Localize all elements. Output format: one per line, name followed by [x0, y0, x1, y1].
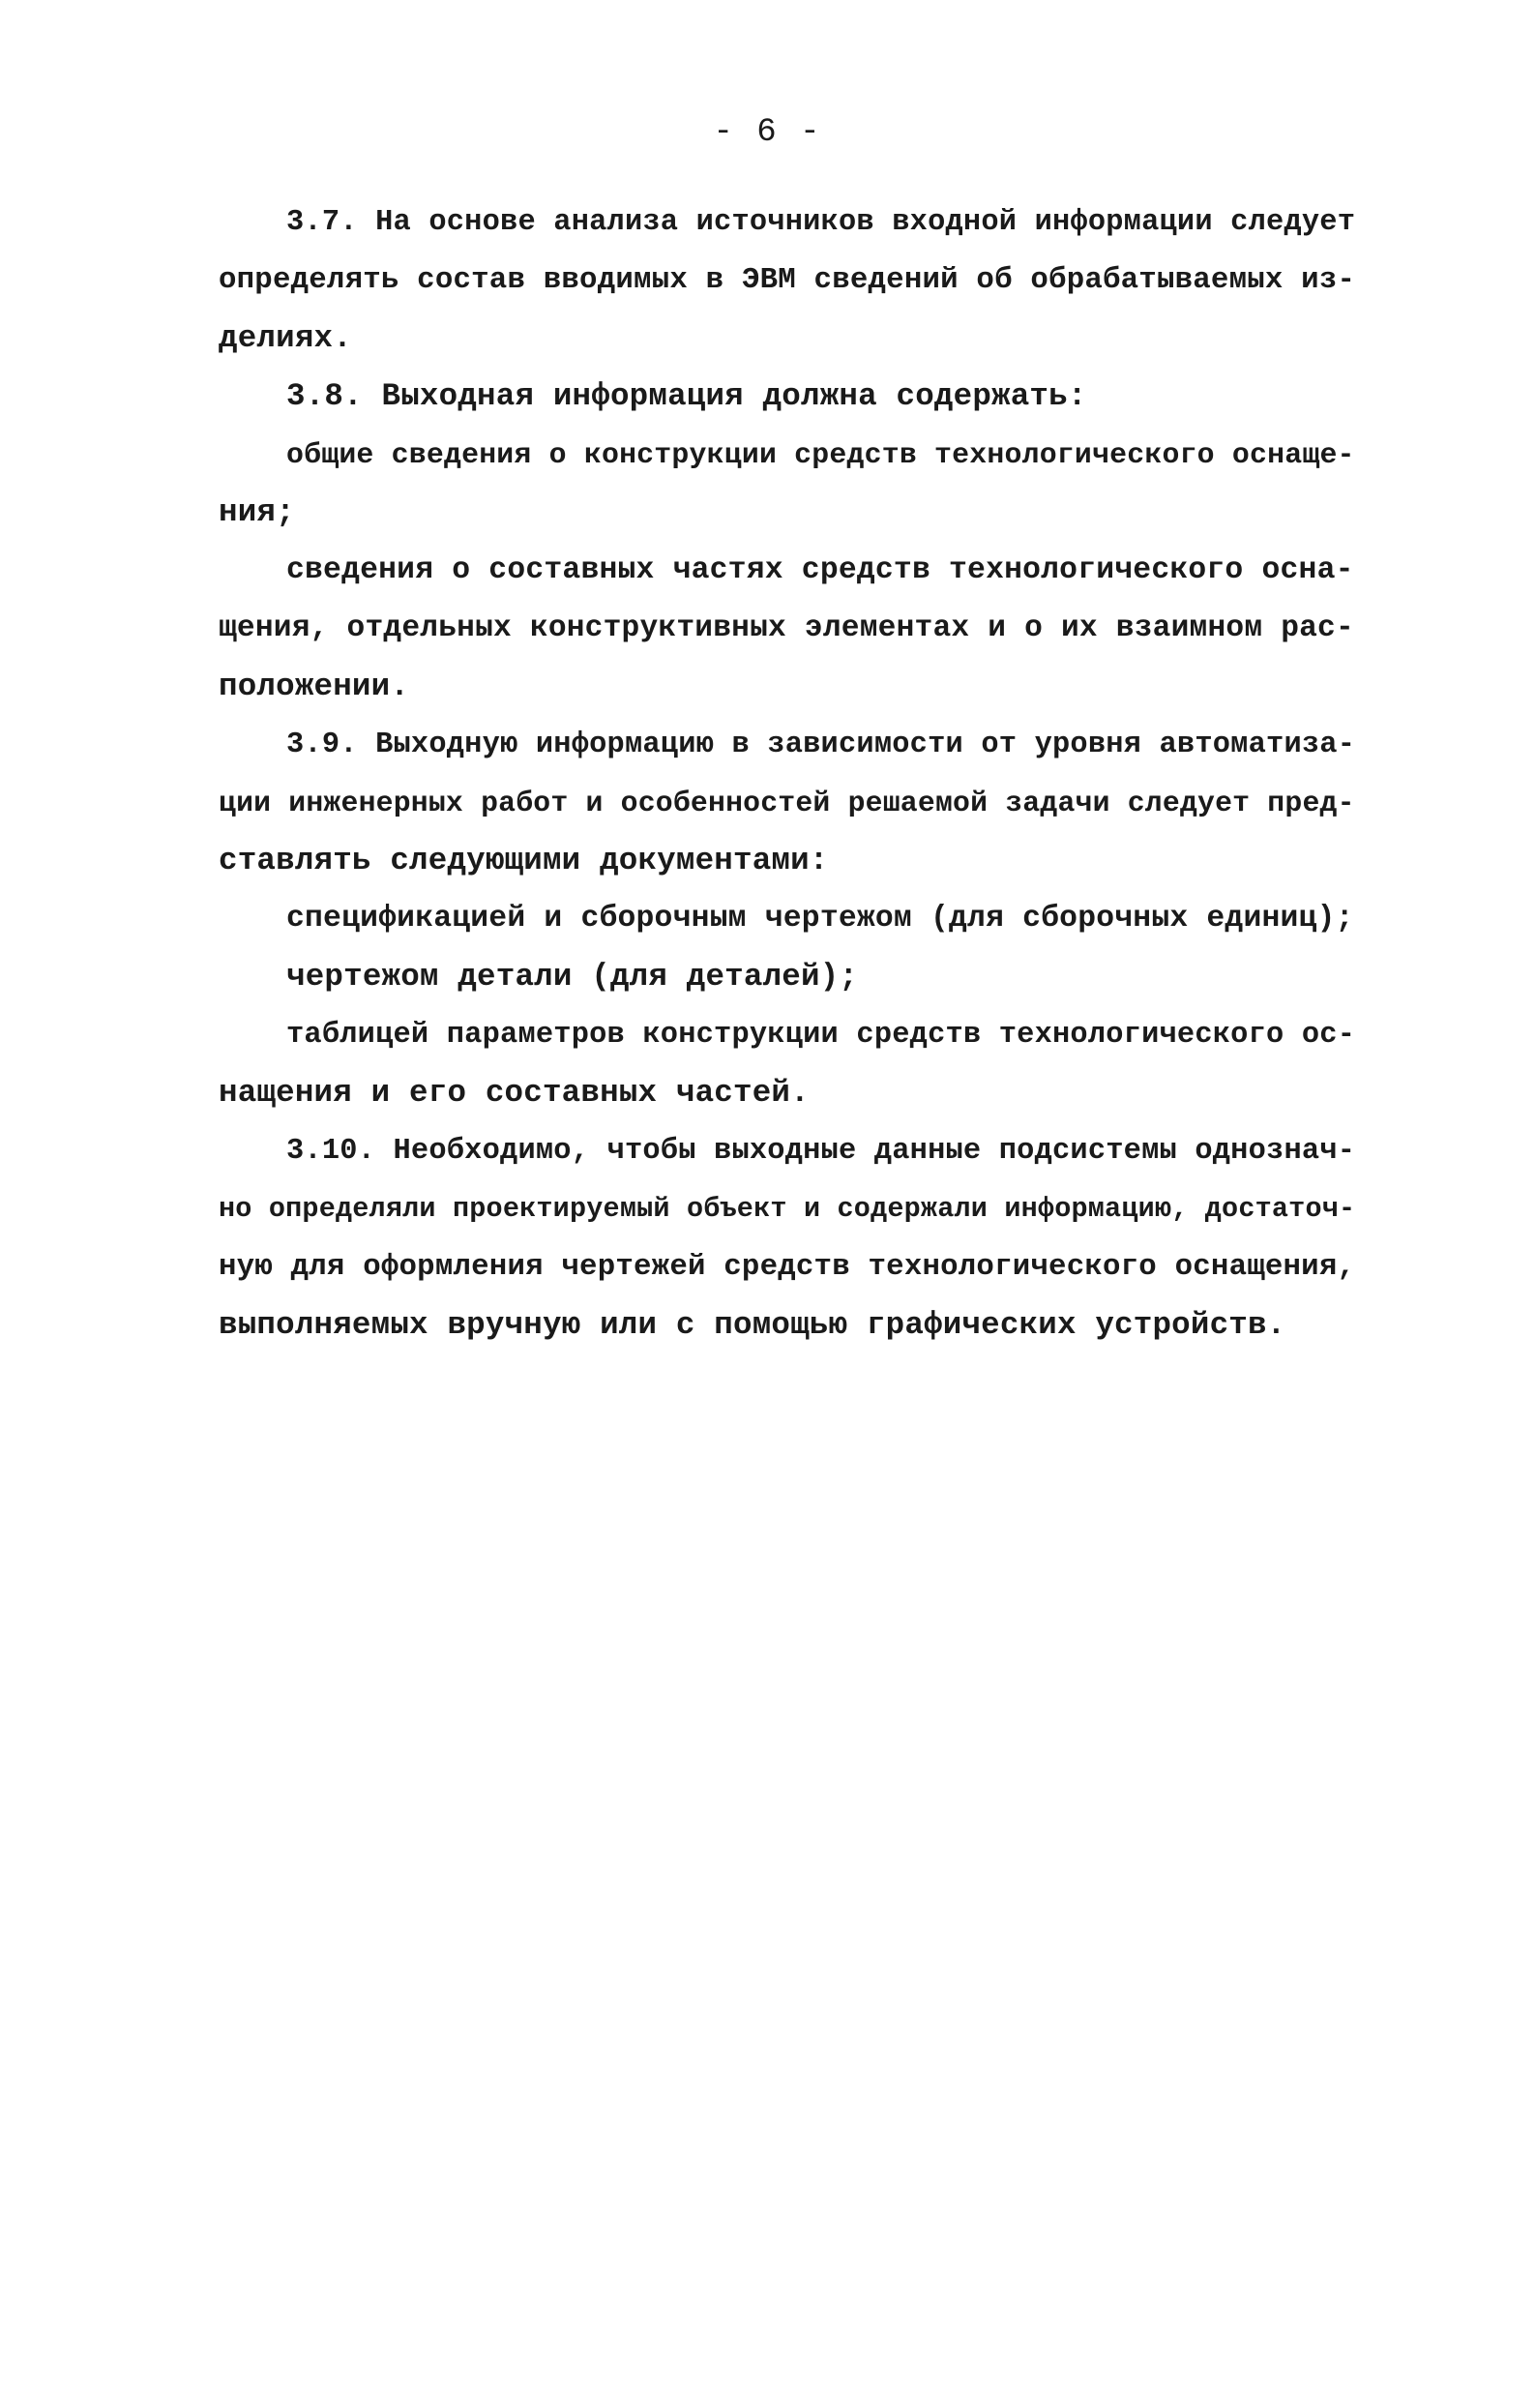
- text-line: положении.: [219, 669, 410, 704]
- text-line: нащения и его составных частей.: [219, 1075, 810, 1111]
- text-line: общие сведения о конструкции средств технологического оснаще-: [286, 438, 1355, 471]
- text-line: 3.10. Необходимо, чтобы выходные данные подсистемы однознач-: [286, 1135, 1356, 1168]
- text-line: но определяли проектируемый объект и содержали информацию, достаточ-: [219, 1193, 1356, 1225]
- text-line: сведения о составных частях средств технологического осна-: [286, 553, 1354, 587]
- text-line: выполняемых вручную или с помощью графических устройств.: [219, 1307, 1286, 1343]
- text-line: таблицей параметров конструкции средств технологического ос-: [286, 1019, 1356, 1052]
- text-line: чертежом детали (для деталей);: [286, 959, 859, 995]
- text-line: определять состав вводимых в ЭВМ сведений об обрабатываемых из-: [219, 263, 1356, 297]
- text-line: 3.7. На основе анализа источников входной информации следует: [286, 206, 1356, 239]
- text-line: щения, отдельных конструктивных элементах и о их взаимном рас-: [219, 611, 1354, 645]
- text-line: ния;: [219, 494, 295, 530]
- text-line: 3.8. Выходная информация должна содержать:: [286, 378, 1087, 414]
- text-line: делиях.: [219, 320, 352, 356]
- page-number: - 6 -: [713, 114, 822, 151]
- text-line: 3.9. Выходную информацию в зависимости от уровня автоматиза-: [286, 728, 1356, 761]
- text-line: ции инженерных работ и особенностей решаемой задачи следует пред-: [219, 787, 1355, 819]
- text-line: ставлять следующими документами:: [219, 843, 829, 878]
- text-line: спецификацией и сборочным чертежом (для сборочных единиц);: [286, 902, 1354, 936]
- text-line: ную для оформления чертежей средств технологического оснащения,: [219, 1250, 1356, 1284]
